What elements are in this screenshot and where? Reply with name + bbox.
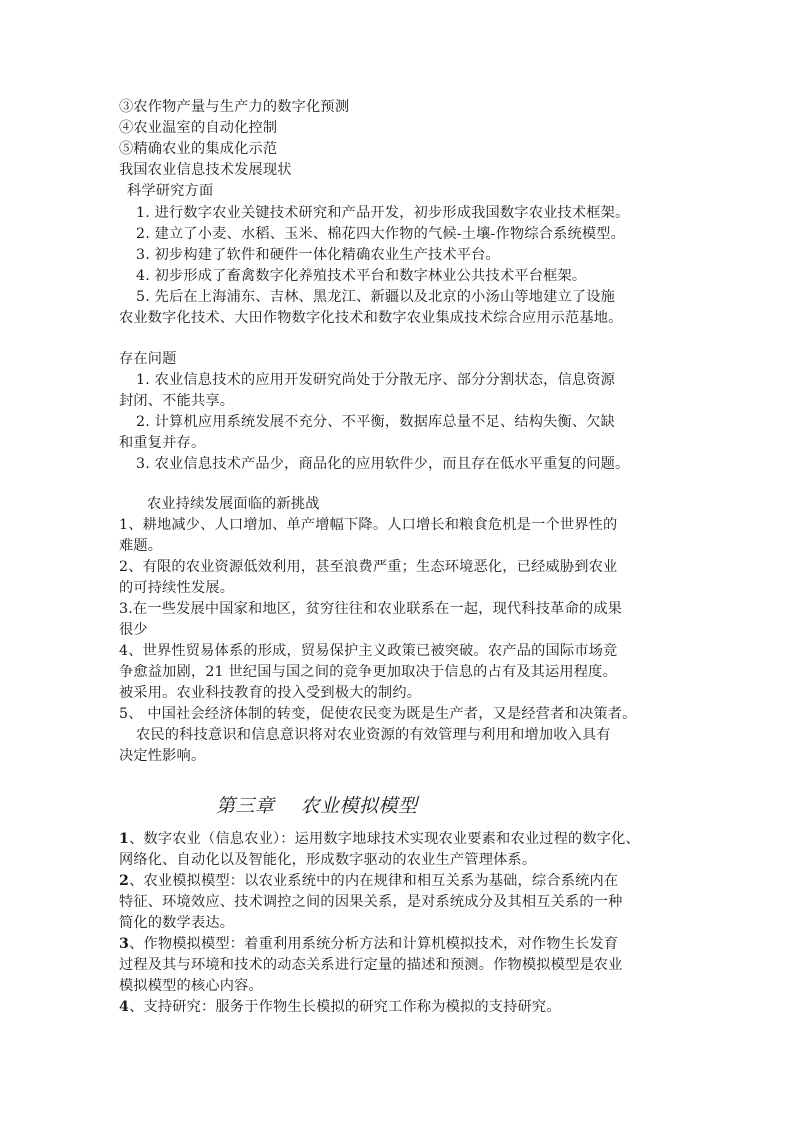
definition-number: 4 [119,999,130,1015]
text-line: 4、世界性贸易体系的形成，贸易保护主义政策已被突破。农产品的国际市场竞 [119,643,618,659]
definition-number: 3 [119,936,130,952]
definition-line: 过程及其与环境和技术的动态关系进行定量的描述和预测。作物模拟模型是农业 [119,957,623,973]
text-line: 5、 中国社会经济体制的转变，促使农民变为既是生产者，又是经营者和决策者。 [119,706,637,722]
definition-line: 简化的数学表达。 [119,915,235,931]
text-line: 很少 [119,622,148,638]
text-line: 2. 建立了小麦、水稻、玉米、棉花四大作物的气候-土壤-作物综合系统模型。 [136,226,626,242]
text-line: ④农业温室的自动化控制 [119,120,278,136]
section-heading: 我国农业信息技术发展现状 [119,162,292,178]
section-heading: 农业持续发展面临的新挑战 [147,496,320,512]
text-line: 3. 初步构建了软件和硬件一体化精确农业生产技术平台。 [136,247,500,263]
definition-line: 特征、环境效应、技术调控之间的因果关系，是对系统成分及其相互关系的一种 [119,894,623,910]
text-line: 决定性影响。 [119,748,206,764]
section-heading: 存在问题 [119,351,177,367]
text-line: 1、耕地减少、人口增加、单产增幅下降。人口增长和粮食危机是一个世界性的 [119,517,618,533]
text-line: 1. 进行数字农业关键技术研究和产品开发，初步形成我国数字农业技术框架。 [136,205,630,221]
text-line: 3. 农业信息技术产品少，商品化的应用软件少，而且存在低水平重复的问题。 [136,456,630,472]
text-line: 的可持续性发展。 [119,580,235,596]
subsection-heading: 科学研究方面 [127,183,214,199]
text-line: 和重复并存。 [119,435,206,451]
definition-line: 4、支持研究：服务于作物生长模拟的研究工作称为模拟的支持研究。 [119,999,561,1015]
text-line: 农民的科技意识和信息意识将对农业资源的有效管理与利用和增加收入具有 [136,727,611,743]
text-line: ⑤精确农业的集成化示范 [119,141,278,157]
text-line: 1. 农业信息技术的应用开发研究尚处于分散无序、部分分割状态，信息资源 [136,372,616,388]
text-line: 2. 计算机应用系统发展不充分、不平衡，数据库总量不足、结构失衡、欠缺 [136,414,616,430]
text-line: 难题。 [119,538,163,554]
text-line: 3.在一些发展中国家和地区，贫穷往往和农业联系在一起，现代科技革命的成果 [119,601,623,617]
text-line: 农业数字化技术、大田作物数字化技术和数字农业集成技术综合应用示范基地。 [119,310,623,326]
text-line: 被采用。农业科技教育的投入受到极大的制约。 [119,685,422,701]
text-line: 争愈益加剧，21 世纪国与国之间的竞争更加取决于信息的占有及其运用程度。 [119,664,617,680]
definition-line: 网络化、自动化以及智能化，形成数字驱动的农业生产管理体系。 [119,852,537,868]
text-line: ③农作物产量与生产力的数字化预测 [119,99,350,115]
definition-number: 1 [119,831,130,847]
chapter-name: 农业模拟模型 [300,795,418,817]
text-line: 2、有限的农业资源低效利用，甚至浪费严重；生态环境恶化，已经威胁到农业 [119,559,618,575]
definition-line: 2、农业模拟模型：以农业系统中的内在规律和相互关系为基础，综合系统内在 [119,873,619,889]
text-line: 4. 初步形成了畜禽数字化养殖技术平台和数字林业公共技术平台框架。 [136,268,587,284]
definition-line: 3、作物模拟模型：着重利用系统分析方法和计算机模拟技术，对作物生长发育 [119,936,619,952]
text-line: 封闭、不能共享。 [119,393,235,409]
chapter-number: 第三章 [216,795,275,817]
definition-line: 1、数字农业（信息农业）：运用数字地球技术实现农业要素和农业过程的数字化、 [119,831,640,847]
definition-number: 2 [119,873,130,889]
text-line: 5. 先后在上海浦东、吉林、黑龙江、新疆以及北京的小汤山等地建立了设施 [136,289,616,305]
definition-line: 模拟模型的核心内容。 [119,978,263,994]
chapter-title [216,794,418,818]
